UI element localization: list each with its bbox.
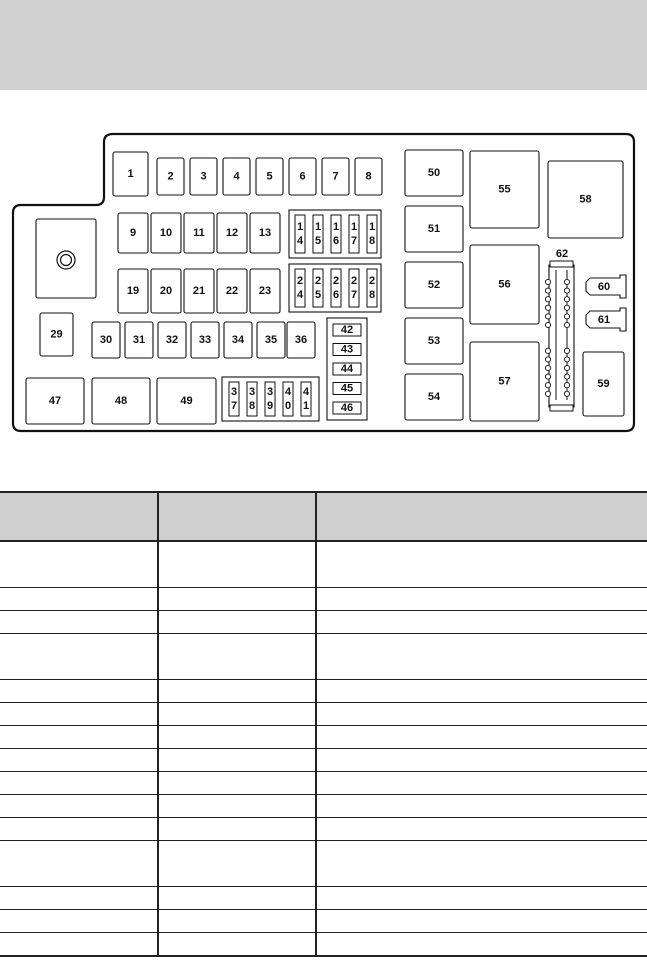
fuse-35 xyxy=(257,322,285,358)
fuse-54 xyxy=(405,374,463,420)
fuse-60 xyxy=(586,275,626,298)
table-row xyxy=(0,749,647,772)
fuse-3-label: 3 xyxy=(200,170,207,183)
cell-amp-rating xyxy=(158,818,316,841)
fuse-10-label: 10 xyxy=(159,227,173,239)
fuse-23-label: 23 xyxy=(258,285,272,297)
mini-fuse-group-37-41 xyxy=(222,377,319,421)
cell-amp-rating xyxy=(158,772,316,795)
table-row xyxy=(0,634,647,680)
fuse-21 xyxy=(184,269,214,313)
mini-fuse-digit: 5 xyxy=(314,235,322,247)
mini-fuse-digit: 4 xyxy=(284,386,292,398)
fuse-7 xyxy=(322,158,349,195)
mini-fuse-group-24-28 xyxy=(289,264,381,312)
cell-fuse-location xyxy=(0,611,158,634)
fuse-6 xyxy=(289,158,316,195)
cell-fuse-location xyxy=(0,887,158,910)
fuse-8 xyxy=(355,158,382,195)
cell-protected-circuits xyxy=(316,841,647,887)
cell-amp-rating xyxy=(158,703,316,726)
fuse-58 xyxy=(548,161,623,238)
cell-amp-rating xyxy=(158,611,316,634)
cell-fuse-location xyxy=(0,933,158,957)
horizontal-fuse-label: 46 xyxy=(340,402,354,414)
fuse-11 xyxy=(184,213,214,253)
horizontal-fuse-group xyxy=(327,318,367,420)
cell-amp-rating xyxy=(158,541,316,588)
cell-amp-rating xyxy=(158,795,316,818)
fuse-22-label: 22 xyxy=(225,285,239,297)
fuse-56-label: 56 xyxy=(498,278,511,291)
cell-protected-circuits xyxy=(316,726,647,749)
fuse-11-label: 11 xyxy=(193,227,205,239)
mini-fuse-digit: 3 xyxy=(230,386,238,398)
fuse-49 xyxy=(157,378,216,424)
fuse-6-label: 6 xyxy=(299,170,306,183)
fuse-50 xyxy=(405,150,463,196)
mini-fuse-digit: 6 xyxy=(332,289,340,301)
mini-fuse-digit: 9 xyxy=(266,400,274,412)
table-row xyxy=(0,795,647,818)
fuse-4-label: 4 xyxy=(233,170,240,183)
fuse-49-label: 49 xyxy=(180,395,193,407)
fuse-table xyxy=(0,491,647,957)
fuse-60-label: 60 xyxy=(597,281,611,293)
fuse-54-label: 54 xyxy=(427,391,441,403)
table-row xyxy=(0,933,647,957)
fuse-52-label: 52 xyxy=(427,279,441,291)
fuse-56 xyxy=(470,245,539,324)
mini-fuse-digit: 2 xyxy=(296,275,304,287)
table-row xyxy=(0,726,647,749)
fuse-20 xyxy=(151,269,181,313)
cell-protected-circuits xyxy=(316,588,647,611)
fuse-57-label: 57 xyxy=(498,375,511,388)
cell-fuse-location xyxy=(0,772,158,795)
table-row xyxy=(0,703,647,726)
fuse-51 xyxy=(405,206,463,252)
fuse-53 xyxy=(405,318,463,364)
fuse-12 xyxy=(217,213,247,253)
mini-fuse-digit: 3 xyxy=(266,386,274,398)
mini-fuse-digit: 2 xyxy=(332,275,340,287)
table-row xyxy=(0,680,647,703)
header-amp-rating xyxy=(158,492,316,541)
table-row xyxy=(0,818,647,841)
cell-fuse-location xyxy=(0,910,158,933)
fuse-21-label: 21 xyxy=(192,285,206,297)
fuse-35-label: 35 xyxy=(264,334,278,346)
cell-amp-rating xyxy=(158,680,316,703)
mini-fuse-digit: 4 xyxy=(296,289,304,301)
cell-amp-rating xyxy=(158,933,316,957)
cell-protected-circuits xyxy=(316,611,647,634)
fuse-1 xyxy=(113,152,148,196)
fuse-9 xyxy=(118,213,148,253)
cell-amp-rating xyxy=(158,634,316,680)
cell-fuse-location xyxy=(0,749,158,772)
fuse-51-label: 51 xyxy=(427,223,441,235)
cell-fuse-location xyxy=(0,588,158,611)
fuse-19-label: 19 xyxy=(126,285,140,297)
mini-fuse-digit: 4 xyxy=(296,235,304,247)
header-protected-circuits xyxy=(316,492,647,541)
fuse-7-label: 7 xyxy=(332,170,339,183)
cell-fuse-location xyxy=(0,818,158,841)
fuse-30-label: 30 xyxy=(99,334,113,346)
mini-fuse-digit: 4 xyxy=(302,386,310,398)
cell-fuse-location xyxy=(0,634,158,680)
cell-protected-circuits xyxy=(316,634,647,680)
cell-amp-rating xyxy=(158,887,316,910)
cell-protected-circuits xyxy=(316,818,647,841)
mini-fuse-digit: 8 xyxy=(368,289,376,301)
fuse-55 xyxy=(470,151,539,228)
mini-fuse-digit: 3 xyxy=(248,386,256,398)
fuse-36-label: 36 xyxy=(294,334,308,346)
fuse-29 xyxy=(40,313,73,356)
mini-fuse-digit: 1 xyxy=(350,221,358,233)
table-row xyxy=(0,910,647,933)
table-row xyxy=(0,588,647,611)
cell-fuse-location xyxy=(0,541,158,588)
fuse-48 xyxy=(92,378,150,424)
mini-fuse-digit: 1 xyxy=(368,221,376,233)
fuse-50-label: 50 xyxy=(427,167,441,179)
fuse-48-label: 48 xyxy=(114,395,128,407)
fuse-34 xyxy=(224,322,252,358)
fuse-13-label: 13 xyxy=(258,227,272,239)
cell-protected-circuits xyxy=(316,703,647,726)
mini-fuse-digit: 7 xyxy=(350,289,358,301)
fuse-30 xyxy=(92,322,120,358)
table-header-row xyxy=(0,492,647,541)
mini-fuse-digit: 1 xyxy=(302,400,310,412)
mini-fuse-digit: 2 xyxy=(350,275,358,287)
cell-amp-rating xyxy=(158,588,316,611)
cell-protected-circuits xyxy=(316,772,647,795)
cell-protected-circuits xyxy=(316,795,647,818)
fuse-47 xyxy=(26,378,84,424)
fuse-box-svg xyxy=(0,0,647,440)
horizontal-fuse-label: 43 xyxy=(340,343,354,356)
fuse-2 xyxy=(157,158,184,195)
fuse-13 xyxy=(250,213,280,253)
fuse-36 xyxy=(287,322,315,358)
fuse-box-diagram xyxy=(0,0,647,440)
fuse-62-label: 62 xyxy=(555,248,569,260)
fuse-58-label: 58 xyxy=(579,193,592,206)
cell-amp-rating xyxy=(158,841,316,887)
cell-fuse-location xyxy=(0,703,158,726)
fuse-12-label: 12 xyxy=(225,227,239,239)
fuse-57 xyxy=(470,342,539,421)
fuse-23 xyxy=(250,269,280,313)
fuse-34-label: 34 xyxy=(231,334,245,346)
fuse-5 xyxy=(256,158,283,195)
mini-fuse-digit: 2 xyxy=(368,275,376,287)
fuse-20-label: 20 xyxy=(159,285,173,297)
fuse-55-label: 55 xyxy=(498,183,511,196)
fuse-31-label: 31 xyxy=(132,334,146,346)
mini-fuse-digit: 0 xyxy=(284,400,292,412)
horizontal-fuse-label: 42 xyxy=(340,324,354,336)
cell-amp-rating xyxy=(158,749,316,772)
fuse-4 xyxy=(223,158,250,195)
cell-protected-circuits xyxy=(316,680,647,703)
cell-protected-circuits xyxy=(316,887,647,910)
cell-protected-circuits xyxy=(316,541,647,588)
fuse-1-label: 1 xyxy=(127,168,134,180)
fuse-59 xyxy=(583,352,624,416)
fuse-2-label: 2 xyxy=(167,170,174,183)
mini-fuse-digit: 1 xyxy=(296,221,304,233)
fuse-3 xyxy=(190,158,217,195)
horizontal-fuse-label: 44 xyxy=(340,363,354,375)
cell-protected-circuits xyxy=(316,749,647,772)
mini-fuse-digit: 2 xyxy=(314,275,322,287)
header-fuse-location xyxy=(0,492,158,541)
fuse-29-label: 29 xyxy=(50,328,63,341)
fuse-9-label: 9 xyxy=(129,227,137,239)
cell-protected-circuits xyxy=(316,933,647,957)
table-row xyxy=(0,541,647,588)
table-row xyxy=(0,841,647,887)
table-row xyxy=(0,772,647,795)
fuse-61-label: 61 xyxy=(597,314,611,326)
horizontal-fuse-label: 45 xyxy=(340,382,354,395)
cell-fuse-location xyxy=(0,680,158,703)
cell-amp-rating xyxy=(158,726,316,749)
mini-fuse-group-14-18 xyxy=(289,210,381,258)
mini-fuse-digit: 7 xyxy=(350,235,358,247)
fuse-33 xyxy=(191,322,219,358)
mini-fuse-digit: 6 xyxy=(332,235,340,247)
table-row xyxy=(0,611,647,634)
fuse-33-label: 33 xyxy=(198,334,212,346)
fuse-59-label: 59 xyxy=(597,378,610,390)
mini-fuse-digit: 8 xyxy=(368,235,376,247)
fuse-32-label: 32 xyxy=(165,334,179,346)
cell-fuse-location xyxy=(0,841,158,887)
fuse-22 xyxy=(217,269,247,313)
fuse-19 xyxy=(118,269,148,313)
mini-fuse-digit: 5 xyxy=(314,289,322,301)
cell-fuse-location xyxy=(0,726,158,749)
fuse-47-label: 47 xyxy=(48,395,62,407)
cell-fuse-location xyxy=(0,795,158,818)
fuse-52 xyxy=(405,262,463,308)
fuse-31 xyxy=(125,322,153,358)
mini-fuse-digit: 1 xyxy=(314,221,322,233)
fuse-5-label: 5 xyxy=(266,170,273,183)
cell-protected-circuits xyxy=(316,910,647,933)
mini-fuse-digit: 8 xyxy=(248,400,256,412)
fuse-32 xyxy=(158,322,186,358)
mini-fuse-digit: 1 xyxy=(332,221,340,233)
fuse-8-label: 8 xyxy=(365,170,372,183)
cell-amp-rating xyxy=(158,910,316,933)
table-row xyxy=(0,887,647,910)
connector-62 xyxy=(545,248,574,411)
fuse-10 xyxy=(151,213,181,253)
mini-fuse-digit: 7 xyxy=(230,400,238,412)
fuse-53-label: 53 xyxy=(427,335,441,347)
fuse-61 xyxy=(586,308,626,331)
